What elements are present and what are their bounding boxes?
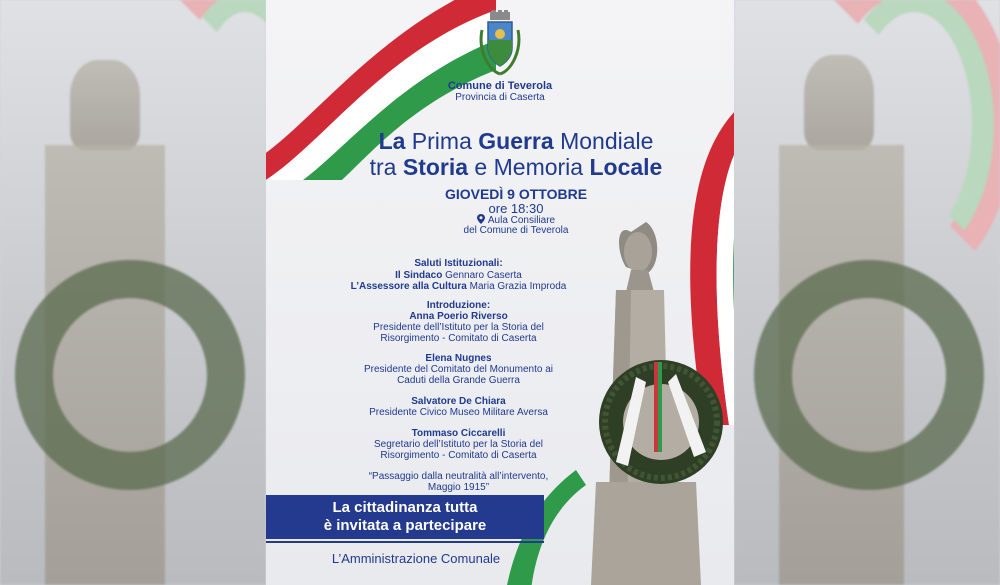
- speaker-role: Caduti della Grande Guerra: [397, 375, 520, 386]
- saluti-sindaco: Il Sindaco Gennaro Caserta: [395, 270, 522, 281]
- saluti-assessore: L’Assessore alla Cultura Maria Grazia Improda: [350, 281, 567, 292]
- divider: [266, 541, 544, 543]
- signature: L’Amministrazione Comunale: [331, 551, 501, 566]
- background-left-blurred: [0, 0, 266, 585]
- speaker-name: Elena Nugnes: [425, 353, 492, 364]
- map-pin-icon: [477, 214, 485, 224]
- speaker-name: Anna Poerio Riverso: [409, 311, 508, 322]
- event-poster: [266, 0, 734, 585]
- background-right-blurred: [734, 0, 1000, 585]
- event-date: GIOVEDÌ 9 OTTOBRE: [444, 186, 588, 202]
- event-title-line-1: La Prima Guerra Mondiale: [378, 128, 654, 154]
- speaker-role: Presidente dell’Istituto per la Storia del: [373, 322, 544, 333]
- speaker-role: Segretario dell’Istituto per la Storia del: [374, 439, 543, 450]
- speaker-role: Presidente del Comitato del Monumento ai: [364, 364, 553, 375]
- invite-line-2: è invitata a partecipare: [323, 517, 487, 534]
- event-time: ore 18:30: [488, 201, 544, 216]
- comune-name: Comune di Teverola: [447, 80, 553, 92]
- event-title-line-2: tra Storia e Memoria Locale: [369, 154, 663, 180]
- speaker-role: Risorgimento - Comitato di Caserta: [380, 333, 537, 344]
- talk-title: “Passaggio dalla neutralità all’intervento,: [368, 471, 549, 482]
- speaker-role: Risorgimento - Comitato di Caserta: [380, 450, 537, 461]
- talk-title: Maggio 1915”: [427, 482, 490, 493]
- speaker-name: Salvatore De Chiara: [411, 396, 506, 407]
- intro-heading: Introduzione:: [426, 300, 491, 311]
- invite-line-1: La cittadinanza tutta: [332, 499, 478, 516]
- saluti-heading: Saluti Istituzionali:: [414, 258, 503, 269]
- war-memorial-photo: [576, 212, 734, 585]
- event-place-detail: del Comune di Teverola: [463, 225, 569, 236]
- event-place: Aula Consiliare: [406, 214, 626, 227]
- speaker-name: Tommaso Ciccarelli: [411, 428, 506, 439]
- municipal-crest-icon: [474, 10, 526, 78]
- speaker-role: Presidente Civico Museo Militare Aversa: [369, 407, 548, 418]
- provincia-name: Provincia di Caserta: [455, 92, 545, 103]
- invite-banner: [266, 495, 544, 539]
